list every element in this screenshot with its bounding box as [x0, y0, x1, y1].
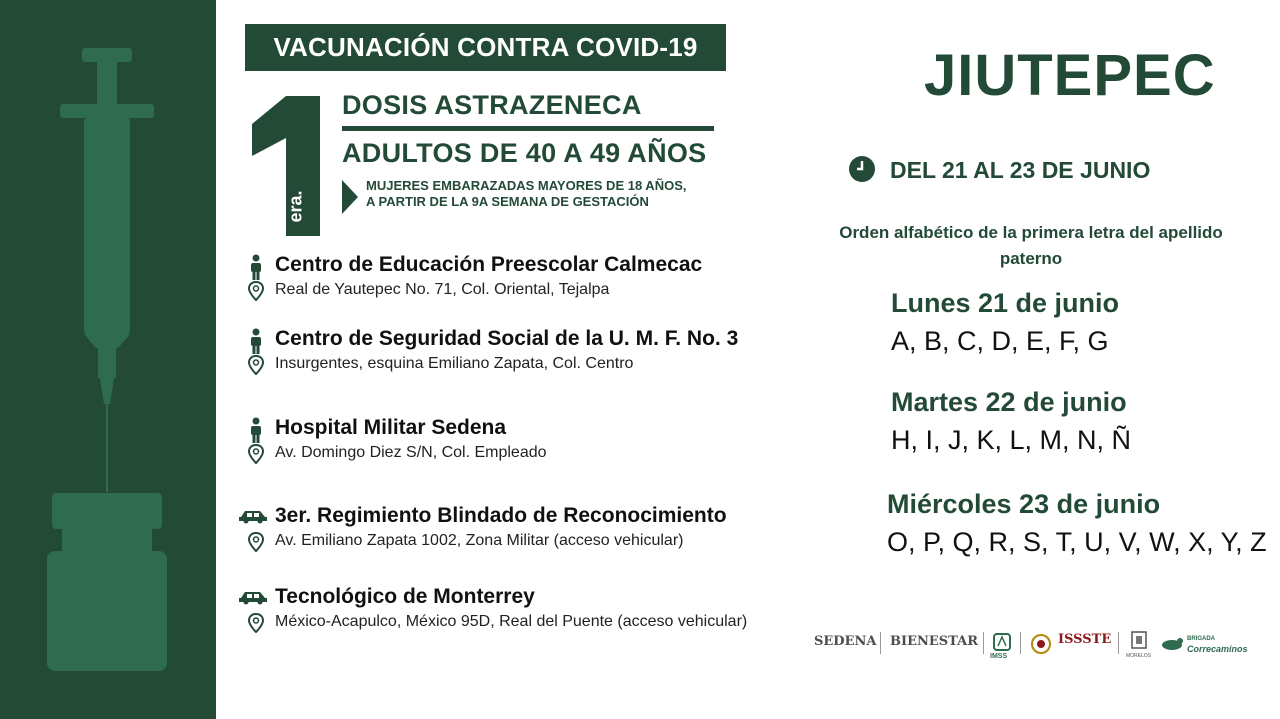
schedule-day-title: Lunes 21 de junio	[891, 288, 1120, 318]
morelos-logo: MORELOS	[1126, 653, 1152, 659]
site-address: Av. Emiliano Zapata 1002, Zona Militar (acceso vehicular)	[275, 532, 684, 549]
location-pin-icon	[248, 444, 264, 464]
bienestar-logo: BIENESTAR	[890, 634, 979, 649]
logo-divider	[1118, 632, 1119, 654]
sponsor-logos	[812, 628, 1248, 664]
morelos-emblem-icon	[1130, 630, 1148, 650]
person-icon	[249, 417, 263, 443]
site-name: Hospital Militar Sedena	[275, 416, 507, 439]
person-icon	[249, 254, 263, 280]
schedule-day-letters: A, B, C, D, E, F, G	[891, 326, 1109, 356]
schedule-day-title: Martes 22 de junio	[891, 387, 1127, 417]
site-name: Tecnológico de Monterrey	[275, 585, 535, 608]
car-icon	[238, 589, 268, 605]
schedule-day-title: Miércoles 23 de junio	[887, 489, 1161, 519]
age-group-title: ADULTOS DE 40 A 49 AÑOS	[342, 138, 707, 168]
dose-ordinal-label: era.	[285, 190, 306, 223]
pregnant-women-note: MUJERES EMBARAZADAS MAYORES DE 18 AÑOS, A PARTIR DE LA 9A SEMANA DE GESTACIÓN	[366, 178, 687, 209]
left-decorative-band	[0, 0, 216, 719]
issste-emblem-icon	[1028, 632, 1054, 656]
correcaminos-logo: Correcaminos	[1187, 644, 1248, 654]
schedule-day-letters: O, P, Q, R, S, T, U, V, W, X, Y, Z	[887, 527, 1267, 557]
roadrunner-icon	[1160, 636, 1184, 652]
campaign-title: VACUNACIÓN CONTRA COVID-19	[245, 24, 726, 71]
schedule-day-letters: H, I, J, K, L, M, N, Ñ	[891, 425, 1132, 455]
imss-logo: IMSS	[990, 653, 1008, 660]
imss-emblem-icon	[992, 632, 1012, 652]
location-pin-icon	[248, 355, 264, 375]
site-address: México-Acapulco, México 95D, Real del Puente (acceso vehicular)	[275, 613, 748, 630]
site-name: 3er. Regimiento Blindado de Reconocimiento	[275, 504, 727, 527]
location-pin-icon	[248, 613, 264, 633]
site-address: Av. Domingo Diez S/N, Col. Empleado	[275, 444, 547, 461]
logo-divider	[983, 632, 984, 654]
site-address: Real de Yautepec No. 71, Col. Oriental, Tejalpa	[275, 281, 610, 298]
site-name: Centro de Educación Preescolar Calmecac	[275, 253, 703, 276]
site-name: Centro de Seguridad Social de la U. M. F. No. 3	[275, 327, 739, 350]
syringe-vial-icon	[0, 0, 216, 719]
city-title: JIUTEPEC	[924, 43, 1216, 108]
person-icon	[249, 328, 263, 354]
location-pin-icon	[248, 532, 264, 552]
car-icon	[238, 508, 268, 524]
sedena-logo: SEDENA	[814, 634, 877, 649]
clock-icon	[848, 155, 876, 183]
logo-divider	[1020, 632, 1021, 654]
arrow-right-icon	[342, 180, 358, 214]
logo-divider	[880, 632, 881, 654]
site-address: Insurgentes, esquina Emiliano Zapata, Col. Centro	[275, 355, 634, 372]
dose-title: DOSIS ASTRAZENECA	[342, 90, 642, 120]
brigada-label: BRIGADA	[1187, 636, 1215, 642]
location-pin-icon	[248, 281, 264, 301]
order-note: Orden alfabético de la primera letra del apellido paterno	[839, 223, 1223, 268]
date-range: DEL 21 AL 23 DE JUNIO	[890, 157, 1151, 183]
dose-divider	[342, 126, 714, 131]
issste-logo: ISSSTE	[1058, 632, 1112, 647]
